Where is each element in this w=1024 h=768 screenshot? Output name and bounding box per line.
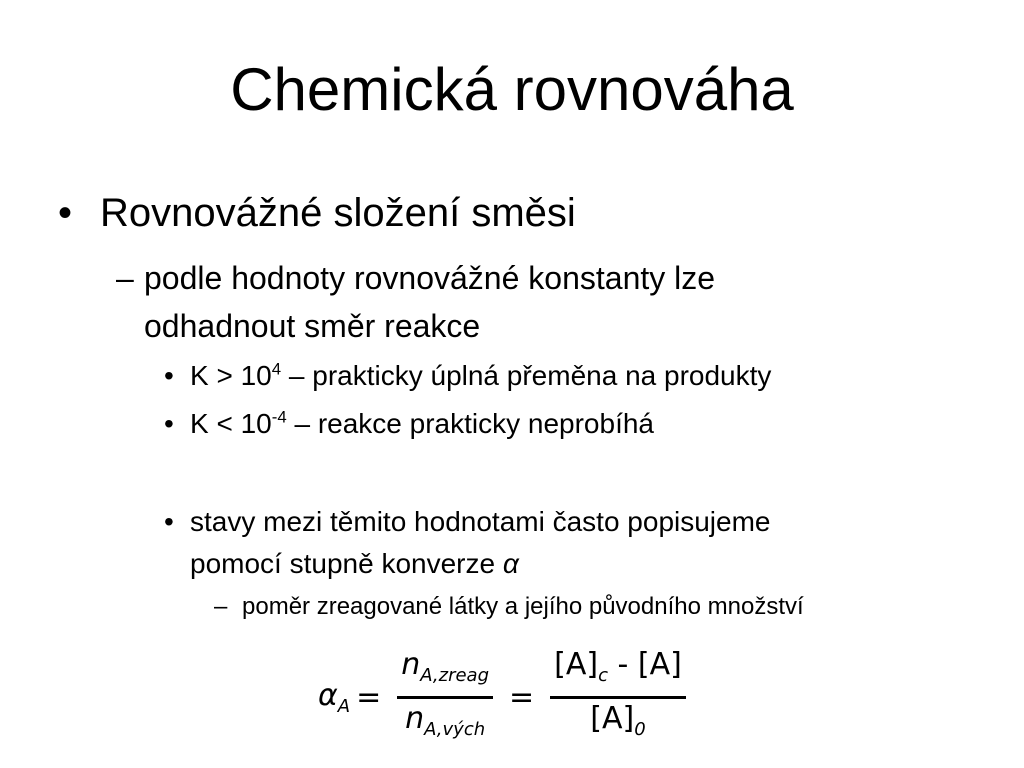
concentration-fraction <box>550 645 686 750</box>
numerator-subscript: A,zreag <box>420 664 490 686</box>
lhs-subscript: A <box>337 695 351 717</box>
bullet-main-text: Rovnovážné složení směsi <box>100 191 576 235</box>
n-symbol: n <box>401 646 421 682</box>
bullet-glyph: • <box>58 191 73 235</box>
ratio-item <box>214 592 804 622</box>
fraction-numerator <box>397 645 493 696</box>
k-symbol: K <box>190 360 209 391</box>
k-exponent: -4 <box>271 407 287 427</box>
conc-minus-a: - [A] <box>608 646 682 682</box>
k-large-item <box>164 360 771 392</box>
bullet-main <box>58 190 576 236</box>
states-line1: stavy mezi těmito hodnotami často popisujeme <box>190 506 771 537</box>
conc-subscript-0: 0 <box>634 718 646 740</box>
ratio-text: poměr zreagované látky a jejího původního množství <box>242 593 804 620</box>
k-exponent: 4 <box>271 359 282 379</box>
bullet-glyph: • <box>164 360 174 391</box>
bullet-glyph: • <box>164 408 174 439</box>
alpha-symbol: α <box>502 548 519 579</box>
dash-glyph: – <box>214 593 228 620</box>
k-base: 10 <box>240 408 272 439</box>
states-line2 <box>190 548 519 580</box>
n-symbol: n <box>405 700 425 736</box>
k-large-text: – prakticky úplná přeměna na produkty <box>288 360 772 391</box>
conc-a: [A] <box>554 646 599 682</box>
dash-glyph: – <box>116 260 134 296</box>
k-small-item <box>164 408 654 440</box>
alpha-symbol: α <box>318 677 338 713</box>
bullet-glyph: • <box>164 506 174 537</box>
conc-a: [A] <box>590 700 635 736</box>
fraction-denominator <box>401 699 489 750</box>
states-line2-text: pomocí stupně konverze <box>190 548 496 579</box>
fraction-denominator <box>586 699 649 750</box>
equals-sign: = <box>509 679 535 715</box>
sub-bullet-line2: odhadnout směr reakce <box>144 308 481 344</box>
amount-fraction <box>397 645 493 750</box>
fraction-numerator <box>550 645 686 696</box>
k-symbol: K <box>190 408 209 439</box>
sub-bullet-line1: podle hodnoty rovnovážné konstanty lze <box>144 260 716 296</box>
equals-sign: = <box>356 679 382 715</box>
k-operator: > <box>216 360 233 391</box>
k-base: 10 <box>240 360 272 391</box>
formula-lhs <box>318 678 350 717</box>
slide-title: Chemická rovnováha <box>230 56 794 123</box>
states-item <box>164 506 771 538</box>
conc-subscript-c: c <box>598 664 608 686</box>
k-operator: < <box>216 408 233 439</box>
conversion-formula <box>318 646 696 742</box>
denominator-subscript: A,vých <box>424 718 486 740</box>
k-small-text: – reakce prakticky neprobíhá <box>294 408 654 439</box>
sub-bullet <box>116 254 715 302</box>
